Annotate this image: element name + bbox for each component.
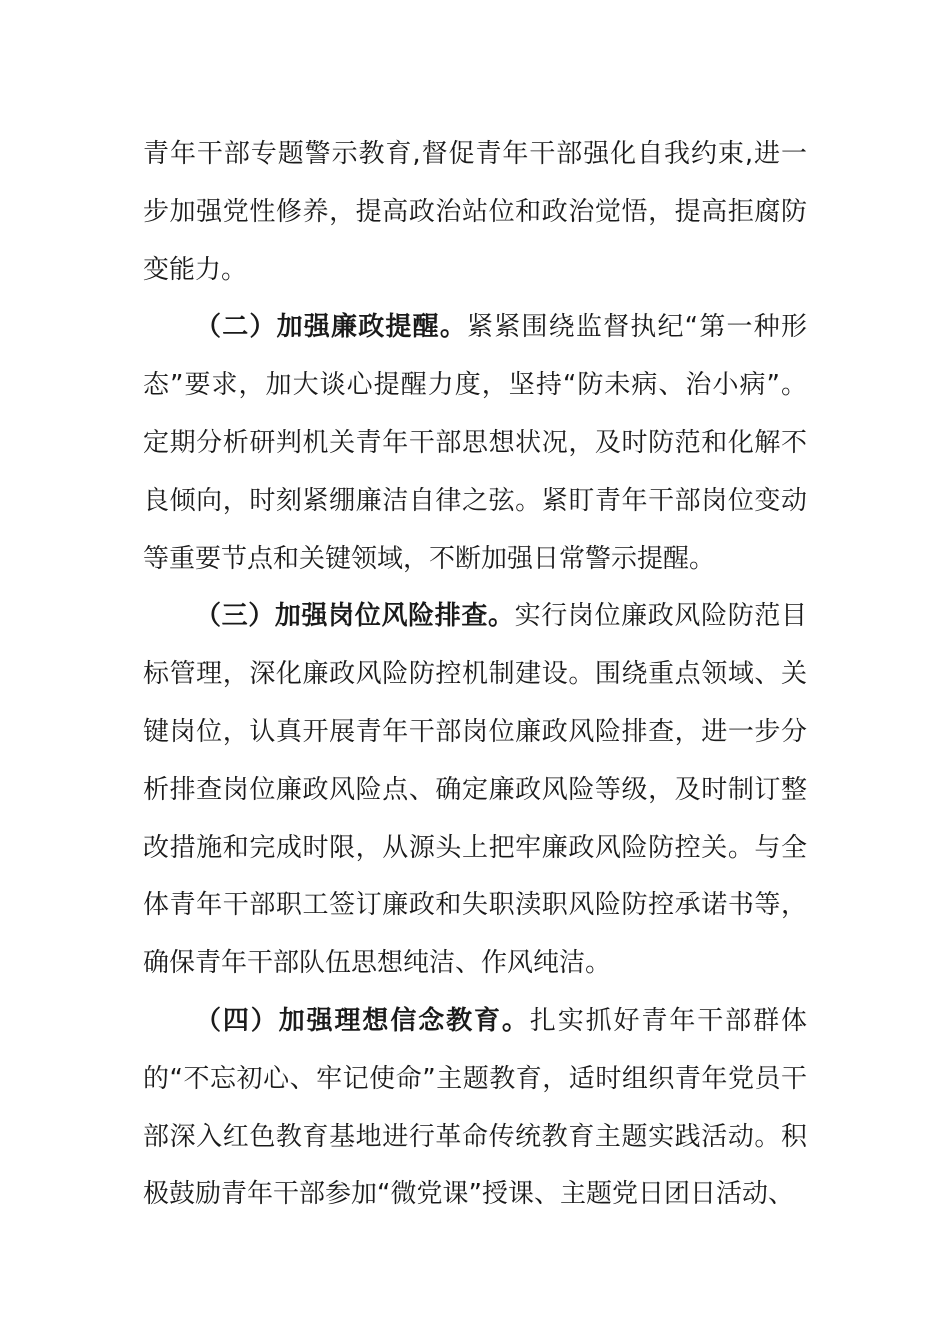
- section-heading: （三）加强岗位风险排查。: [195, 601, 515, 632]
- section-heading: （二）加强廉政提醒。: [195, 312, 468, 343]
- paragraph-text: 青年干部专题警示教育,督促青年干部强化自我约束,进一步加强党性修养，提高政治站位和政治觉悟，提高拒腐防变能力。: [143, 139, 807, 285]
- paragraph-text: 紧紧围绕监督执纪“第一种形态”要求，加大谈心提醒力度，坚持“防未病、治小病”。定期分析研判机关青年干部思想状况，及时防范和化解不良倾向，时刻紧绷廉洁自律之弦。紧盯青年干部岗位变动等重要节点和关键领域，不断加强日常警示提醒。: [143, 312, 807, 574]
- paragraph-section-4: [143, 993, 807, 1224]
- section-heading: （四）加强理想信念教育。: [195, 1005, 530, 1036]
- paragraph-section-2: [143, 299, 807, 588]
- paragraph-section-3: [143, 588, 807, 993]
- paragraph-text: 扎实抓好青年干部群体的“不忘初心、牢记使命”主题教育，适时组织青年党员干部深入红色教育基地进行革命传统教育主题实践活动。积极鼓励青年干部参加“微党课”授课、主题党日团日活动、: [143, 1005, 807, 1210]
- paragraph-text: 实行岗位廉政风险防范目标管理，深化廉政风险防控机制建设。围绕重点领域、关键岗位，认真开展青年干部岗位廉政风险排查，进一步分析排查岗位廉政风险点、确定廉政风险等级，及时制订整改措施和完成时限，从源头上把牢廉政风险防控关。与全体青年干部职工签订廉政和失职渎职风险防控承诺书等，确保青年干部队伍思想纯洁、作风纯洁。: [143, 601, 807, 979]
- paragraph-continuation: [143, 126, 807, 299]
- document-body: [143, 126, 807, 1224]
